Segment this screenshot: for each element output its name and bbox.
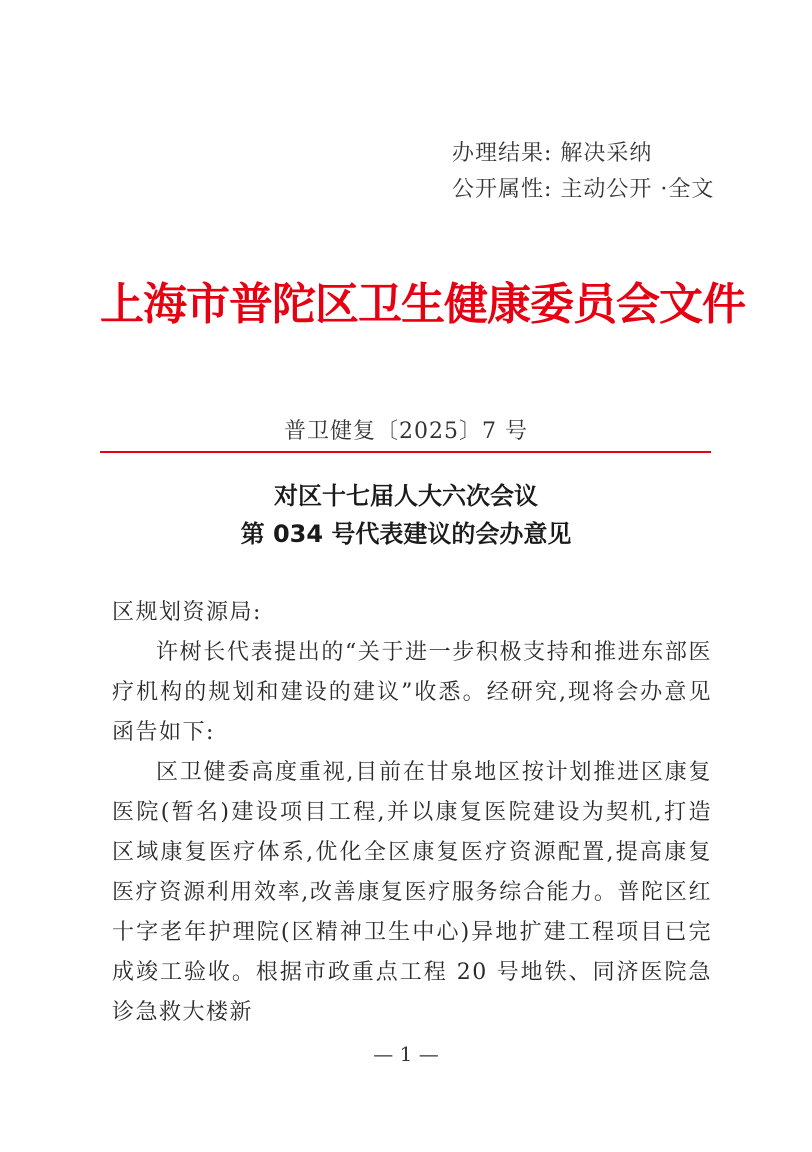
document-subject [0,477,812,553]
handling-result [452,136,714,172]
document-body [112,593,712,1033]
disclosure-attribute [452,172,714,208]
disclosure-label: 公开属性: [452,177,553,202]
subject-line-1: 对区十七届人大六次会议 [274,482,538,510]
document-number: 普卫健复〔2025〕7 号 [284,419,528,444]
document-meta [452,136,714,208]
page-number: — 1 — [373,1042,439,1066]
disclosure-value: 主动公开 ·全文 [560,177,715,202]
subject-line-2: 第 034 号代表建议的会办意见 [240,520,572,548]
issuer-header-title: 上海市普陀区卫生健康委员会文件 [100,279,745,330]
red-divider [100,451,711,453]
salutation: 区规划资源局: [112,600,262,625]
body-paragraph: 许树长代表提出的“关于进一步积极支持和推进东部医疗机构的规划和建设的建议”收悉。经研究,现将会办意见函告如下: [112,640,712,745]
handling-result-value: 解决采纳 [560,141,653,166]
handling-result-label: 办理结果: [452,141,553,166]
body-paragraph: 区卫健委高度重视,目前在甘泉地区按计划推进区康复医院(暂名)建设项目工程,并以康复医院建设为契机,打造区域康复医疗体系,优化全区康复医疗资源配置,提高康复医疗资源利用效率,改善康复医疗服务综合能力。普陀区红十字老年护理院(区精神卫生中心)异地扩建工程项目已完成竣工验收。根据市政重点工程 20 号地铁、同济医院急诊急救大楼新 [112,760,712,1025]
